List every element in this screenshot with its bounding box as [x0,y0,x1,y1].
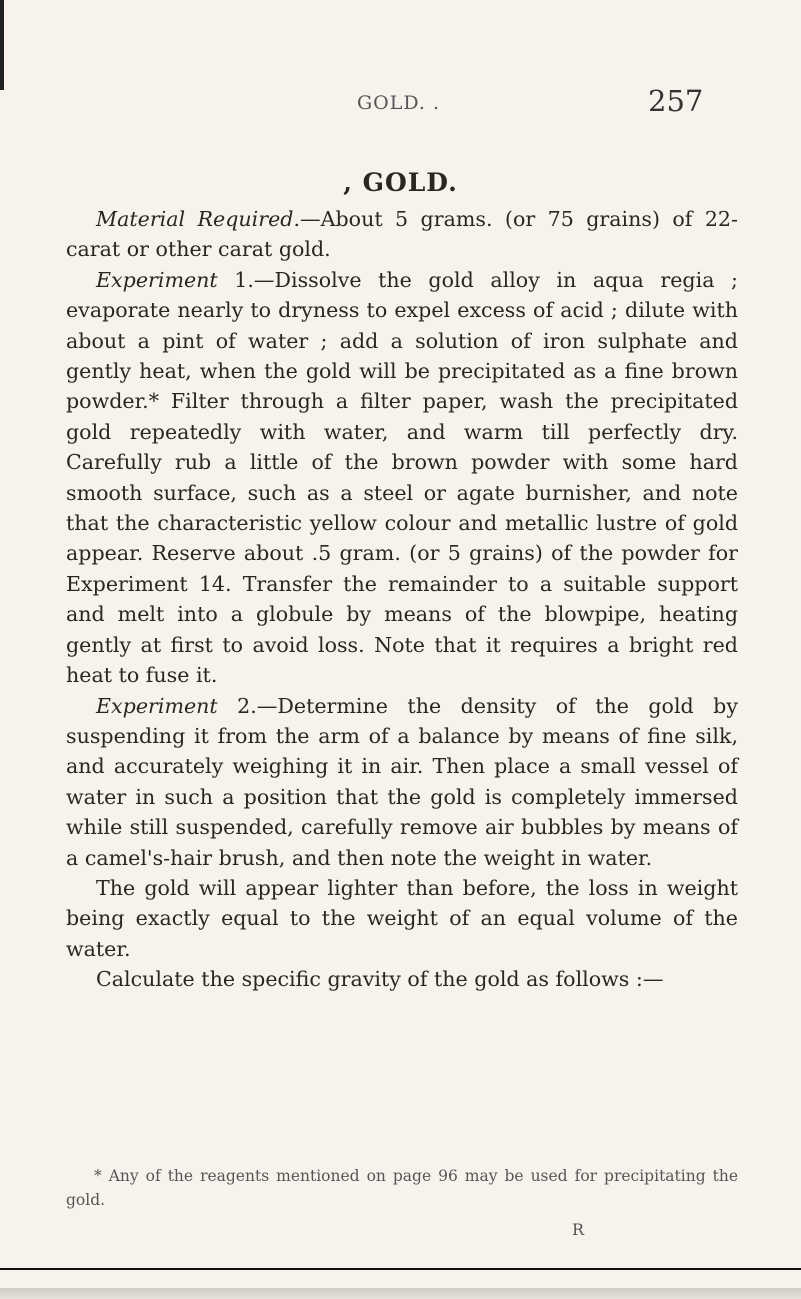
experiment-1-label: Experiment [96,267,218,292]
page-number: 257 [648,84,704,118]
section-heading: , GOLD. [343,168,458,197]
material-label: Material Required. [96,207,301,231]
signature-mark: R [572,1220,585,1239]
material-paragraph [66,204,738,265]
experiment-1-text: 1.—Dissolve the gold alloy in aqua regia ; evaporate nearly to dryness to expel excess of acid ; dilute with about a pint of water ; add a solution of iron sulphate and gently heat, when the gold will be precipitated as a fine brown powder.* Filter through a filter paper, wash the precipitated gold repeatedly with water, and warm till perfectly dry. Carefully rub a little of the brown powder with some hard smooth surface, such as a steel or agate burnisher, and note that the characteristic yellow colour and metallic lustre of gold appear. Reserve about .5 gram. (or 5 grains) of the powder for Experiment 14. Transfer the remainder to a suitable support and melt into a globule by means of the blowpipe, heating gently at first to avoid loss. Note that it requires a bright red heat to fuse it. [66,267,738,688]
experiment-2-text: 2.—Determine the density of the gold by suspending it from the arm of a balance by means of fine silk, and accurately weighing it in air. Then place a small vessel of water in such a position that the gold is completely immersed while still suspended, carefully remove air bubbles by means of a camel's-hair brush, and then note the weight in water. [66,693,738,870]
running-head-title: GOLD. . [357,92,441,114]
paragraph-calculate: Calculate the specific gravity of the gold as follows :— [96,967,664,992]
paragraph-weight-loss: The gold will appear lighter than before, the loss in weight being exactly equal to the weight of an equal volume of the water. [66,875,738,961]
footnote: * Any of the reagents mentioned on page 96 may be used for precipitating the gold. [66,1167,738,1209]
experiment-2-paragraph [66,691,738,873]
body-text [66,204,738,995]
page-left-edge [0,0,4,90]
material-text: —About 5 grams. (or 75 grains) of 22-carat or other carat gold. [66,207,738,262]
page-bottom-edge [0,1288,801,1299]
running-head [0,84,801,124]
experiment-2-label: Experiment [96,693,218,718]
experiment-1-paragraph [66,265,738,691]
bottom-rule [0,1268,801,1270]
